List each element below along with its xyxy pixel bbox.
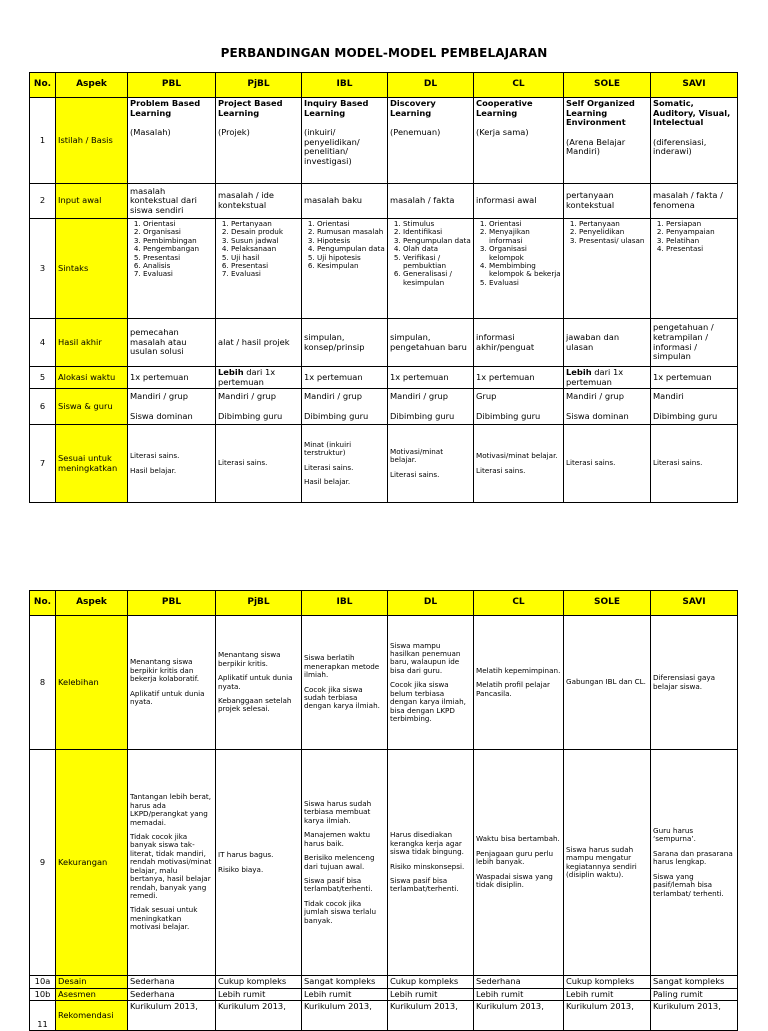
emphasis-text: Lebih — [566, 367, 592, 377]
model-basis: (diferensiasi, inderawi) — [653, 136, 707, 157]
table-cell: pengetahuan / ketrampilan / informasi / simpulan — [651, 319, 738, 367]
table-cell — [564, 219, 651, 319]
syntax-step: 1. Pertanyaan — [579, 220, 648, 228]
table-cell: 1x pertemuan — [302, 367, 388, 389]
paragraph-list — [653, 827, 735, 898]
cell-paragraph: Melatih kepemimpinan. — [476, 665, 561, 675]
paragraph-list — [304, 800, 385, 925]
cell-paragraph: Cocok jika siswa sudah terbiasa dengan karya ilmiah. — [304, 684, 380, 711]
col-header-no: No. — [30, 591, 56, 616]
syntax-list — [653, 220, 735, 254]
table-row — [30, 976, 738, 989]
cell-paragraph: Siswa harus sudah mampu mengatur kegiatannya sendiri (disiplin waktu). — [566, 844, 637, 879]
cell-paragraph: Siswa harus sudah terbiasa membuat karya ilmiah. — [304, 799, 372, 825]
row-number: 3 — [30, 219, 56, 319]
table-cell: Paling rumit — [651, 988, 738, 1001]
col-header-pbl: PBL — [128, 73, 216, 98]
syntax-step: 5. Uji hasil — [231, 254, 299, 262]
syntax-step: 3. Susun jadwal — [231, 237, 299, 245]
cell-paragraph: Penjagaan guru perlu lebih banyak. — [476, 848, 554, 867]
table-cell — [388, 389, 474, 425]
col-header-cl: CL — [474, 73, 564, 98]
model-basis: (Kerja sama) — [476, 127, 529, 138]
syntax-step: 1. Orientasi — [489, 220, 561, 228]
col-header-sole: SOLE — [564, 591, 651, 616]
syntax-step: 3. Organisasi kelompok — [489, 245, 561, 262]
col-header-dl: DL — [388, 591, 474, 616]
paragraph-list — [566, 459, 648, 467]
cell-paragraph: Minat (inkuiri terstruktur) — [304, 439, 352, 458]
row-aspect: Kelebihan — [56, 616, 128, 750]
syntax-step: 6. Generalisasi / kesimpulan — [403, 270, 471, 287]
table-cell: Kurikulum 2013, — [564, 1001, 651, 1031]
table-cell: Kurikulum 2013, — [651, 1001, 738, 1031]
paragraph-list — [304, 441, 385, 487]
model-basis: (Arena Belajar Mandiri) — [566, 136, 626, 157]
syntax-step: 5. Verifikasi / pembuktian — [403, 254, 471, 271]
table-cell — [474, 389, 564, 425]
cell-line: Dibimbing guru — [218, 410, 283, 421]
table-cell: alat / hasil projek — [216, 319, 302, 367]
table-cell: masalah / fakta / fenomena — [651, 184, 738, 219]
table-row — [30, 425, 738, 503]
row-aspect: Kekurangan — [56, 750, 128, 976]
table-cell: Kurikulum 2013, — [302, 1001, 388, 1031]
syntax-list — [130, 220, 213, 279]
col-header-no: No. — [30, 73, 56, 98]
table-cell: jawaban dan ulasan — [564, 319, 651, 367]
table-cell — [564, 389, 651, 425]
syntax-step: 6. Presentasi — [231, 262, 299, 270]
table-cell — [302, 389, 388, 425]
model-name: Project Based Learning — [218, 98, 283, 118]
cell-line: Dibimbing guru — [476, 410, 541, 421]
cell-paragraph: Siswa berlatih menerapkan metode ilmiah. — [304, 653, 380, 680]
row-number: 2 — [30, 184, 56, 219]
table-cell — [651, 219, 738, 319]
table-cell — [128, 219, 216, 319]
row-number: 5 — [30, 367, 56, 389]
cell-paragraph: Tidak cocok jika jumlah siswa terlalu banyak. — [304, 898, 376, 925]
row-number: 10a — [30, 976, 56, 989]
syntax-step: 5. Evaluasi — [489, 279, 561, 287]
table-cell: informasi awal — [474, 184, 564, 219]
paragraph-list — [304, 654, 385, 710]
table-cell — [128, 425, 216, 503]
row-number: 1 — [30, 98, 56, 184]
row-number: 6 — [30, 389, 56, 425]
cell-paragraph: Hasil belajar. — [304, 477, 351, 487]
syntax-step: 3. Pembimbingan — [143, 237, 213, 245]
syntax-step: 2. Menyajikan informasi — [489, 228, 561, 245]
cell-text: dari 1x pertemuan — [566, 367, 624, 387]
cell-paragraph: Tidak cocok jika banyak siswa tak-literat, tidak mandiri, rendah motivasi/minat belajar, malu bertanya, hasil belajar rendah, banyak yang remedi. — [130, 832, 212, 900]
table-cell: Kurikulum 2013, — [128, 1001, 216, 1031]
table-cell — [388, 219, 474, 319]
cell-paragraph: Gabungan IBL dan CL. — [566, 677, 646, 687]
model-name: Problem Based Learning — [130, 98, 201, 118]
cell-paragraph: Literasi sains. — [304, 462, 354, 472]
syntax-list — [304, 220, 385, 270]
syntax-step: 2. Desain produk — [231, 228, 299, 236]
cell-paragraph: Siswa pasif bisa terlambat/terhenti. — [390, 875, 459, 894]
table-cell: Lebih rumit — [474, 988, 564, 1001]
row-aspect: Alokasi waktu — [56, 367, 128, 389]
cell-line: Siswa dominan — [130, 410, 193, 421]
row-aspect: Desain — [56, 976, 128, 989]
cell-paragraph: Aplikatif untuk dunia nyata. — [218, 673, 293, 691]
header-row — [30, 591, 738, 616]
row-aspect: Istilah / Basis — [56, 98, 128, 184]
table-cell: masalah / ide kontekstual — [216, 184, 302, 219]
table-cell: Cukup kompleks — [388, 976, 474, 989]
syntax-step: 4. Olah data — [403, 245, 471, 253]
paragraph-list — [390, 448, 471, 479]
table-row — [30, 219, 738, 319]
table-cell — [564, 425, 651, 503]
table-cell: Lebih rumit — [216, 988, 302, 1001]
cell-paragraph: Literasi sains. — [653, 458, 703, 468]
table-cell — [474, 425, 564, 503]
cell-paragraph: Literasi sains. — [218, 458, 268, 468]
table-cell — [474, 750, 564, 976]
model-name: Discovery Learning — [390, 98, 436, 118]
syntax-list — [566, 220, 648, 245]
syntax-step: 2. Identifikasi — [403, 228, 471, 236]
row-number: 4 — [30, 319, 56, 367]
cell-paragraph: Menantang siswa berpikir kritis dan bekerja kolaboratif. — [130, 657, 200, 684]
table-cell: Lebih rumit — [564, 988, 651, 1001]
table-cell: masalah baku — [302, 184, 388, 219]
table-cell — [651, 750, 738, 976]
row-aspect: Rekomendasi — [56, 1001, 128, 1031]
col-header-aspek: Aspek — [56, 591, 128, 616]
table-cell — [216, 98, 302, 184]
syntax-step: 4. Membimbing kelompok & bekerja — [489, 262, 561, 279]
table-cell: Cukup kompleks — [216, 976, 302, 989]
syntax-step: 3. Pengumpulan data — [403, 237, 471, 245]
row-aspect: Siswa & guru — [56, 389, 128, 425]
table-cell — [388, 98, 474, 184]
syntax-step: 6. Analisis — [143, 262, 213, 270]
cell-paragraph: Literasi sains. — [130, 451, 180, 461]
paragraph-list — [390, 642, 471, 724]
syntax-step: 2. Organisasi — [143, 228, 213, 236]
cell-paragraph: Siswa yang pasif/lemah bisa terlambat/ terhenti. — [653, 871, 724, 898]
table-cell: 1x pertemuan — [388, 367, 474, 389]
cell-line: Dibimbing guru — [390, 410, 455, 421]
cell-line: Dibimbing guru — [653, 410, 718, 421]
table-cell — [216, 750, 302, 976]
row-number: 11 — [30, 1001, 56, 1031]
paragraph-list — [390, 831, 471, 893]
table-cell: simpulan, konsep/prinsip — [302, 319, 388, 367]
cell-paragraph: Risiko minskonsepsi. — [390, 861, 465, 871]
table-cell: masalah / fakta — [388, 184, 474, 219]
syntax-step: 4. Pengembangan — [143, 245, 213, 253]
syntax-step: 1. Pertanyaan — [231, 220, 299, 228]
table-cell: 1x pertemuan — [474, 367, 564, 389]
col-header-dl: DL — [388, 73, 474, 98]
syntax-step: 3. Presentasi/ ulasan — [579, 237, 648, 245]
comparison-table-part-1 — [29, 72, 738, 503]
table-row — [30, 184, 738, 219]
cell-text: dari 1x pertemuan — [218, 367, 276, 387]
syntax-step: 3. Hipotesis — [317, 237, 385, 245]
col-header-pjbl: PjBL — [216, 591, 302, 616]
table-cell: Lebih rumit — [302, 988, 388, 1001]
table-row — [30, 750, 738, 976]
syntax-list — [218, 220, 299, 279]
table-cell — [302, 425, 388, 503]
cell-paragraph: Motivasi/minat belajar. — [390, 447, 444, 465]
paragraph-list — [566, 846, 648, 880]
syntax-list — [476, 220, 561, 287]
cell-paragraph: Melatih profil pelajar Pancasila. — [476, 680, 550, 698]
table-cell — [216, 219, 302, 319]
table-cell — [216, 367, 302, 389]
cell-paragraph: Aplikatif untuk dunia nyata. — [130, 688, 205, 707]
table-cell — [651, 616, 738, 750]
syntax-step: 4. Pengumpulan data — [317, 245, 385, 253]
syntax-step: 2. Rumusan masalah — [317, 228, 385, 236]
cell-paragraph: Sarana dan prasarana harus lengkap. — [653, 848, 733, 867]
cell-paragraph: Motivasi/minat belajar. — [476, 451, 558, 461]
syntax-step: 5. Uji hipotesis — [317, 254, 385, 262]
syntax-step: 7. Evaluasi — [143, 270, 213, 278]
model-name: Inquiry Based Learning — [304, 98, 369, 118]
row-number: 9 — [30, 750, 56, 976]
model-name: Somatic, Auditory, Visual, Intelectual — [653, 98, 731, 128]
table-cell: Kurikulum 2013, — [474, 1001, 564, 1031]
syntax-step: 7. Evaluasi — [231, 270, 299, 278]
row-aspect: Hasil akhir — [56, 319, 128, 367]
cell-paragraph: Hasil belajar. — [130, 465, 177, 475]
row-aspect: Asesmen — [56, 988, 128, 1001]
table-cell — [128, 389, 216, 425]
table-cell — [302, 750, 388, 976]
cell-line: Siswa dominan — [566, 410, 629, 421]
table-row — [30, 389, 738, 425]
table-cell: Sederhana — [128, 976, 216, 989]
table-cell: 1x pertemuan — [651, 367, 738, 389]
cell-paragraph: Manajemen waktu harus baik. — [304, 830, 371, 848]
emphasis-text: Lebih — [218, 367, 244, 377]
table-row — [30, 988, 738, 1001]
paragraph-list — [218, 651, 299, 713]
model-basis: (Projek) — [218, 127, 250, 138]
table-cell — [388, 616, 474, 750]
comparison-table-part-2 — [29, 590, 738, 1031]
syntax-step: 5. Presentasi — [143, 254, 213, 262]
model-basis: (Masalah) — [130, 127, 171, 138]
model-basis: (inkuiri/ penyelidikan/ penelitian/ investigasi) — [304, 127, 360, 166]
syntax-step: 2. Penyelidikan — [579, 228, 648, 236]
syntax-step: 2. Penyampaian — [666, 228, 735, 236]
table-row — [30, 367, 738, 389]
table-row — [30, 1001, 738, 1031]
table-cell: Sederhana — [474, 976, 564, 989]
table-cell: Lebih rumit — [388, 988, 474, 1001]
cell-paragraph: Kebanggaan setelah projek selesai. — [218, 695, 292, 714]
table-cell — [302, 219, 388, 319]
table-cell: Cukup kompleks — [564, 976, 651, 989]
table-row — [30, 319, 738, 367]
table-cell — [651, 98, 738, 184]
table-cell — [128, 750, 216, 976]
table-cell: Sangat kompleks — [651, 976, 738, 989]
table-cell — [474, 616, 564, 750]
header-row — [30, 73, 738, 98]
table-cell — [474, 219, 564, 319]
cell-paragraph: Literasi sains. — [476, 465, 526, 475]
table-cell: informasi akhir/penguat — [474, 319, 564, 367]
model-name: Self Organized Learning Environment — [566, 98, 635, 128]
cell-line: Dibimbing guru — [304, 410, 369, 421]
table-cell — [564, 98, 651, 184]
table-row — [30, 98, 738, 184]
syntax-step: 1. Orientasi — [143, 220, 213, 228]
paragraph-list — [566, 678, 648, 686]
table-cell — [564, 367, 651, 389]
table-row — [30, 616, 738, 750]
cell-paragraph: Harus disediakan kerangka kerja agar siswa tidak bingung. — [390, 830, 464, 857]
paragraph-list — [130, 452, 213, 475]
cell-paragraph: Literasi sains. — [566, 458, 616, 468]
syntax-step: 1. Orientasi — [317, 220, 385, 228]
cell-paragraph: Tantangan lebih berat, harus ada LKPD/perangkat yang memadai. — [130, 792, 212, 827]
cell-paragraph: Cocok jika siswa belum terbiasa dengan karya ilmiah, bisa dengan LKPD terbimbing. — [390, 680, 466, 723]
cell-paragraph: Tidak sesuai untuk meningkatkan motivasi belajar. — [130, 905, 198, 932]
table-cell: simpulan, pengetahuan baru — [388, 319, 474, 367]
col-header-ibl: IBL — [302, 591, 388, 616]
table-cell — [302, 98, 388, 184]
paragraph-list — [476, 835, 561, 889]
col-header-pbl: PBL — [128, 591, 216, 616]
syntax-list — [390, 220, 471, 287]
cell-paragraph: Siswa mampu hasilkan penemuan baru, walaupun ide bisa dari guru. — [390, 640, 461, 675]
syntax-step: 4. Pelaksanaan — [231, 245, 299, 253]
cell-line: Mandiri / grup — [304, 391, 363, 402]
table-cell: Sederhana — [128, 988, 216, 1001]
col-header-aspek: Aspek — [56, 73, 128, 98]
cell-paragraph: Diferensiasi gaya belajar siswa. — [653, 673, 716, 691]
row-aspect: Input awal — [56, 184, 128, 219]
table-cell: Sangat kompleks — [302, 976, 388, 989]
table-cell: pertanyaan kontekstual — [564, 184, 651, 219]
table-cell — [388, 425, 474, 503]
paragraph-list — [130, 793, 213, 931]
cell-paragraph: Risiko biaya. — [218, 864, 264, 874]
table-cell — [388, 750, 474, 976]
table-cell — [216, 389, 302, 425]
row-aspect: Sintaks — [56, 219, 128, 319]
cell-paragraph: Guru harus ‘sempurna’. — [653, 826, 696, 844]
model-name: Cooperative Learning — [476, 98, 533, 118]
cell-line: Mandiri / grup — [218, 391, 277, 402]
model-basis: (Penemuan) — [390, 127, 441, 138]
cell-paragraph: Siswa pasif bisa terlambat/terhenti. — [304, 875, 373, 894]
col-header-sole: SOLE — [564, 73, 651, 98]
col-header-ibl: IBL — [302, 73, 388, 98]
cell-paragraph: IT harus bagus. — [218, 850, 274, 860]
table-cell — [216, 616, 302, 750]
cell-paragraph: Menantang siswa berpikir kritis. — [218, 650, 281, 668]
syntax-step: 1. Stimulus — [403, 220, 471, 228]
cell-line: Mandiri / grup — [390, 391, 449, 402]
syntax-step: 4. Presentasi — [666, 245, 735, 253]
col-header-cl: CL — [474, 591, 564, 616]
col-header-pjbl: PjBL — [216, 73, 302, 98]
table-cell: pemecahan masalah atau usulan solusi — [128, 319, 216, 367]
table-cell — [651, 425, 738, 503]
paragraph-list — [130, 658, 213, 706]
syntax-step: 3. Pelatihan — [666, 237, 735, 245]
table-cell — [564, 616, 651, 750]
cell-line: Mandiri / grup — [566, 391, 625, 402]
col-header-savi: SAVI — [651, 591, 738, 616]
row-number: 10b — [30, 988, 56, 1001]
cell-line: Grup — [476, 391, 497, 402]
table-cell: masalah kontekstual dari siswa sendiri — [128, 184, 216, 219]
cell-line: Mandiri / grup — [130, 391, 189, 402]
row-number: 8 — [30, 616, 56, 750]
paragraph-list — [218, 459, 299, 467]
paragraph-list — [476, 667, 561, 698]
cell-paragraph: Literasi sains. — [390, 469, 440, 479]
cell-paragraph: Berisiko melenceng dari tujuan awal. — [304, 853, 375, 871]
paragraph-list — [653, 459, 735, 467]
table-cell — [302, 616, 388, 750]
cell-paragraph: Waspadai siswa yang tidak disiplin. — [476, 871, 553, 890]
table-cell: Kurikulum 2013, — [216, 1001, 302, 1031]
table-cell — [651, 389, 738, 425]
paragraph-list — [653, 674, 735, 691]
table-cell — [564, 750, 651, 976]
table-cell — [128, 616, 216, 750]
table-cell — [216, 425, 302, 503]
paragraph-list — [476, 452, 561, 475]
cell-paragraph: Waktu bisa bertambah. — [476, 834, 560, 844]
cell-line: Mandiri — [653, 391, 684, 402]
page-title: PERBANDINGAN MODEL-MODEL PEMBELAJARAN — [220, 46, 548, 60]
table-cell: Kurikulum 2013, — [388, 1001, 474, 1031]
paragraph-list — [218, 851, 299, 874]
row-number: 7 — [30, 425, 56, 503]
syntax-step: 1. Persiapan — [666, 220, 735, 228]
table-cell — [128, 98, 216, 184]
table-cell — [474, 98, 564, 184]
table-cell: 1x pertemuan — [128, 367, 216, 389]
syntax-step: 6. Kesimpulan — [317, 262, 385, 270]
col-header-savi: SAVI — [651, 73, 738, 98]
row-aspect: Sesuai untuk meningkatkan — [56, 425, 128, 503]
